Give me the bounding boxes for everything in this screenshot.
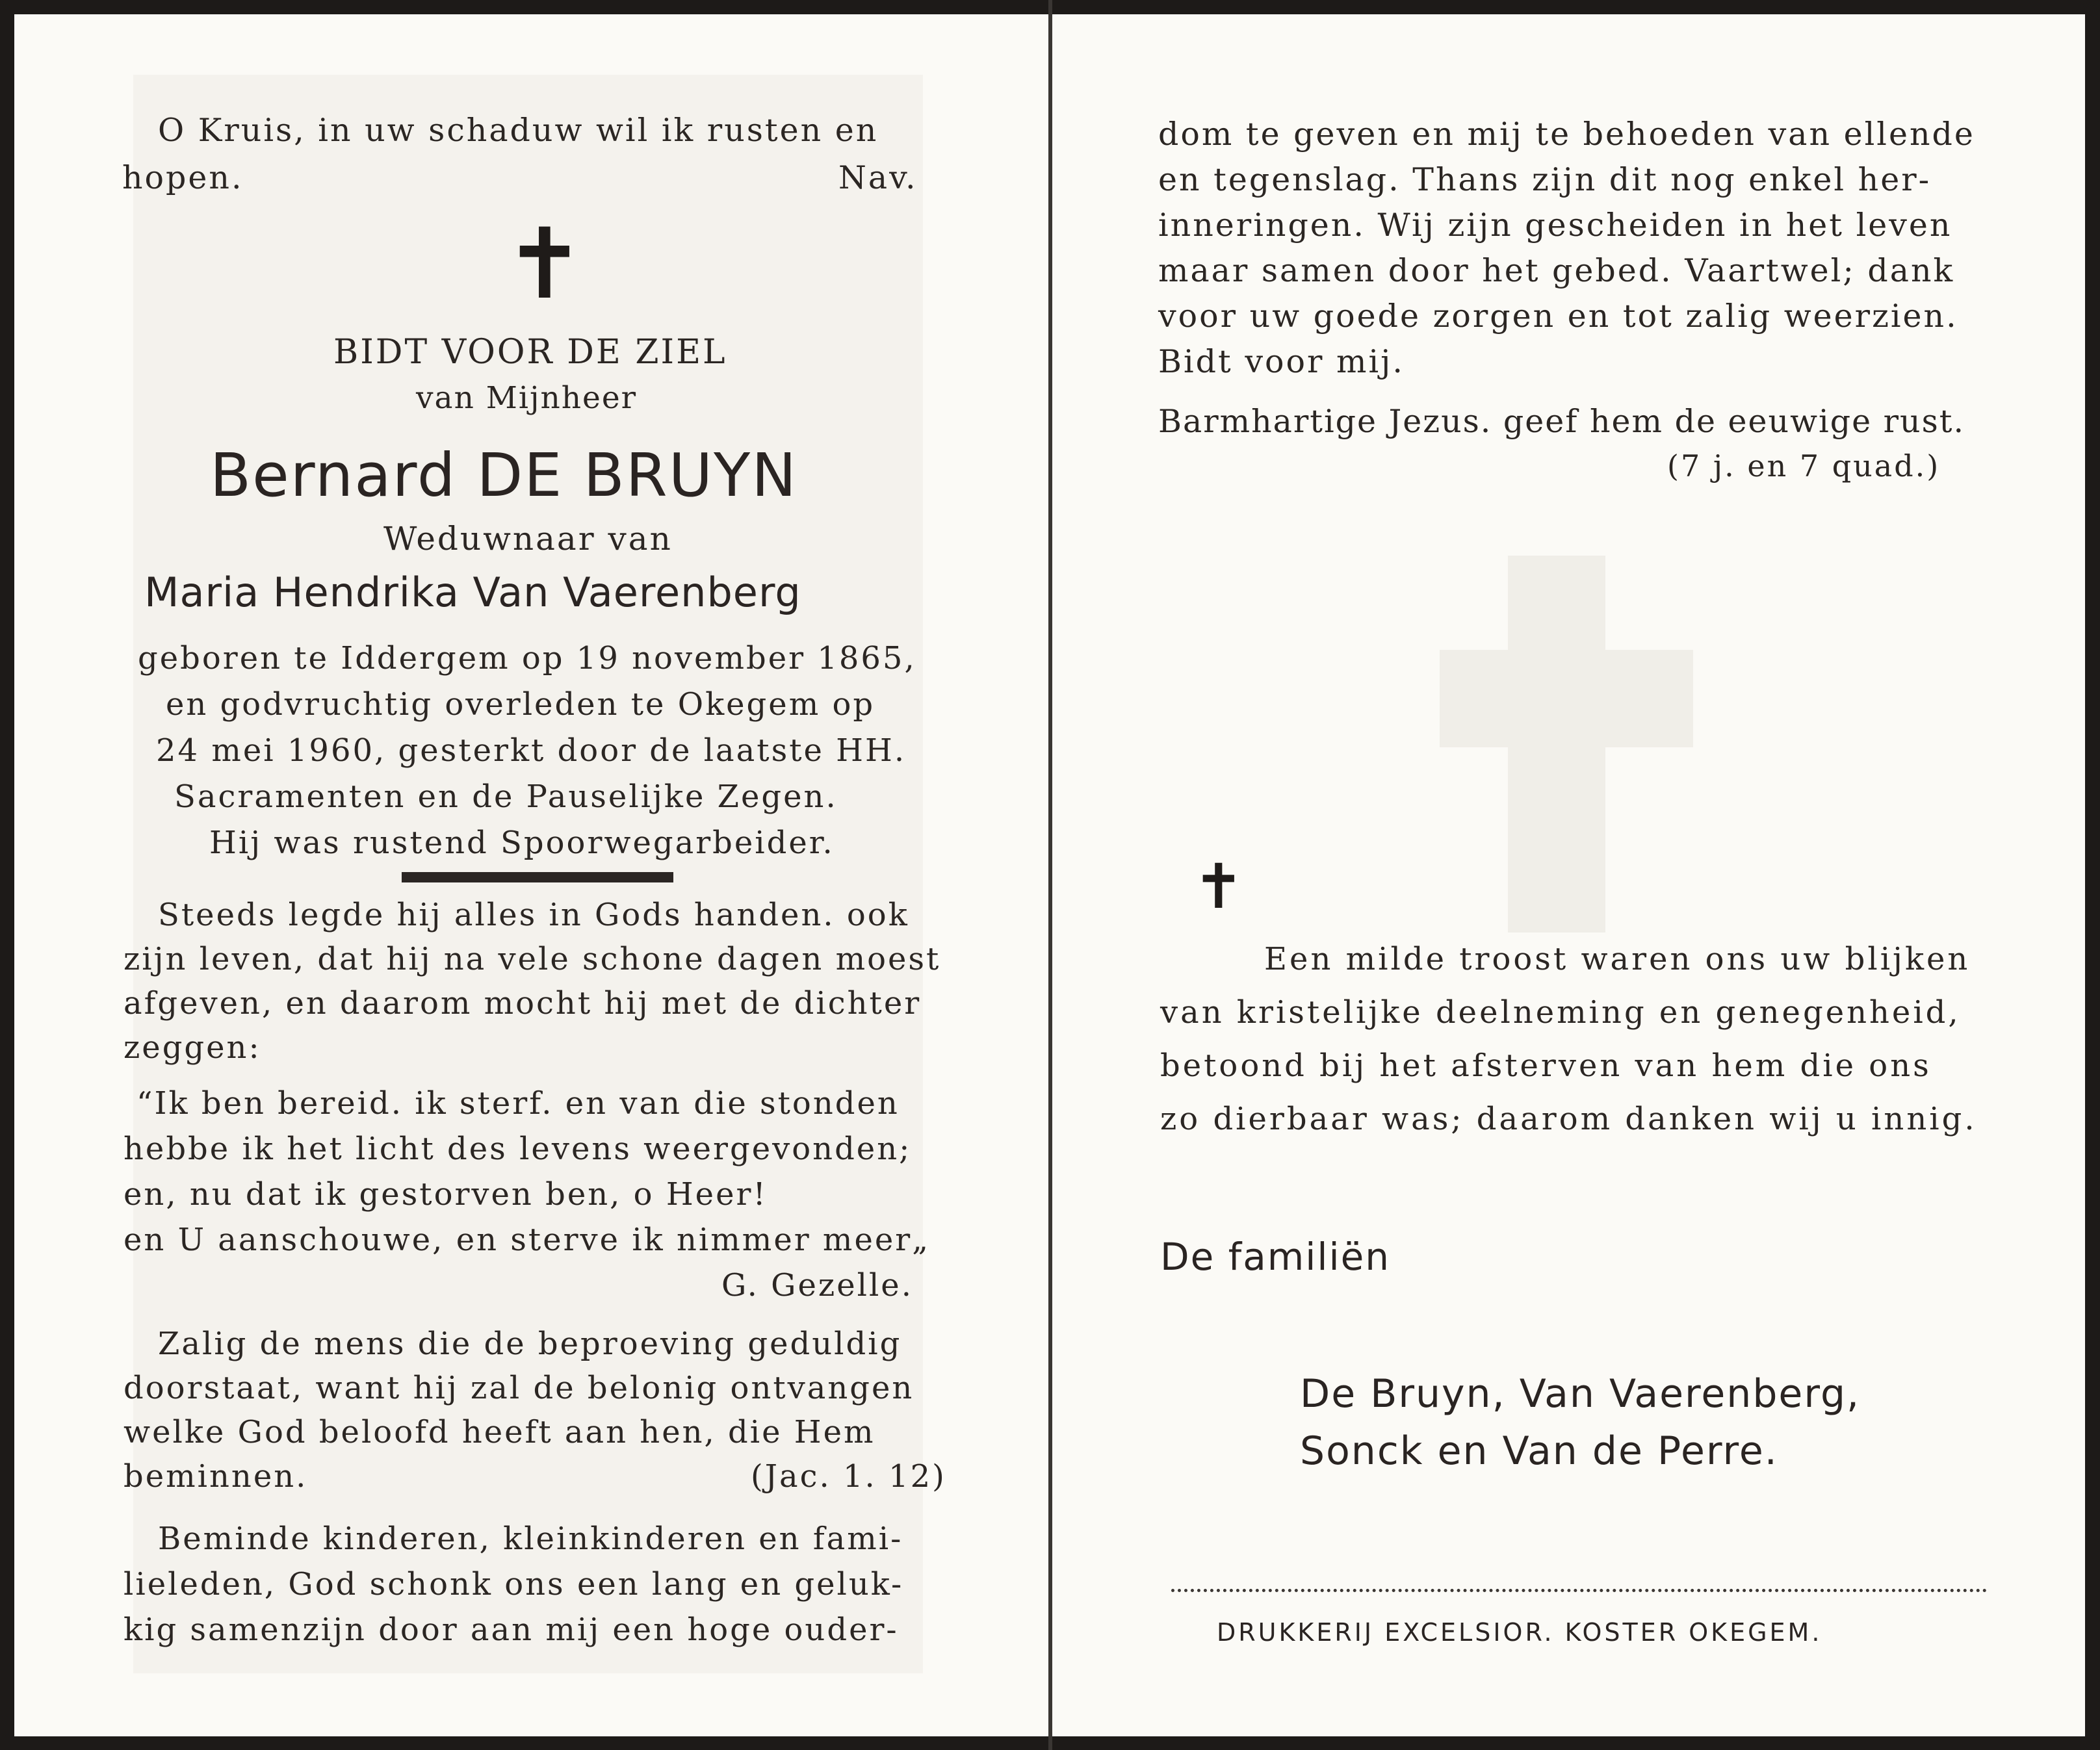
motto-source: Nav. [838, 159, 918, 196]
cross-icon: ✝ [504, 208, 586, 321]
bio-line-5: Hij was rustend Spoorwegarbeider. [209, 825, 835, 861]
printer-imprint: DRUKKERIJ EXCELSIOR. KOSTER OKEGEM. [1217, 1618, 1822, 1647]
poem-line-2: hebbe ik het licht des levens weergevonden; [123, 1131, 912, 1167]
title-of: van Mijnheer [416, 380, 638, 416]
motto-line-1: O Kruis, in uw schaduw wil ik rusten en [158, 112, 879, 149]
poem-author: G. Gezelle. [721, 1267, 913, 1304]
continued-line-5: voor uw goede zorgen en tot zalig weerzien. [1158, 298, 1958, 335]
para2-line-4-left: beminnen. [123, 1458, 308, 1495]
para3-line-1: Beminde kinderen, kleinkinderen en fami- [158, 1521, 903, 1557]
para1-line-4: zeggen: [123, 1029, 261, 1066]
divider-rule [402, 872, 673, 882]
continued-line-1: dom te geven en mij te behoeden van ellende [1158, 116, 1975, 153]
para3-line-3: kig samenzijn door aan mij een hoge ouder- [123, 1612, 899, 1648]
center-fold-line [1048, 0, 1052, 1750]
thanks-line-1: Een milde troost waren ons uw blijken [1264, 941, 1971, 977]
para3-line-2: lieleden, God schonk ons een lang en geluk- [123, 1566, 904, 1602]
black-border-right [2085, 0, 2100, 1750]
thanks-line-4: zo dierbaar was; daarom danken wij u innig. [1160, 1101, 1977, 1137]
deceased-name: Bernard DE BRUYN [210, 441, 798, 510]
para2-line-1: Zalig de mens die de beproeving geduldig [158, 1326, 902, 1362]
prayer-heading: BIDT VOOR DE ZIEL [333, 333, 727, 372]
spouse-name: Maria Hendrika Van Vaerenberg [144, 569, 801, 616]
family-names-line-2: Sonck en Van de Perre. [1300, 1428, 1778, 1474]
poem-line-1: “Ik ben bereid. ik sterf. en van die stonden [136, 1085, 900, 1122]
continued-line-3: inneringen. Wij zijn gescheiden in het leven [1158, 207, 1952, 244]
thanks-line-3: betoond bij het afsterven van hem die ons [1160, 1048, 1932, 1084]
continued-line-6: Bidt voor mij. [1158, 343, 1405, 380]
bio-line-2: en godvruchtig overleden te Okegem op [166, 686, 875, 723]
continued-line-4: maar samen door het gebed. Vaartwel; dank [1158, 252, 1955, 289]
poem-line-4: en U aanschouwe, en sterve ik nimmer meer„ [123, 1222, 931, 1258]
families-heading: De familiën [1160, 1235, 1391, 1279]
para1-line-2: zijn leven, dat hij na vele schone dagen moest [123, 941, 941, 977]
watermark-cross-horizontal [1440, 650, 1693, 747]
family-names-line-1: De Bruyn, Van Vaerenberg, [1300, 1371, 1861, 1417]
thanks-line-2: van kristelijke deelneming en genegenheid, [1160, 994, 1961, 1031]
small-cross-icon: ✝ [1193, 851, 1245, 923]
para2-line-3: welke God beloofd heeft aan hen, die Hem [123, 1414, 875, 1450]
para1-line-1: Steeds legde hij alles in Gods handen. ook [158, 897, 909, 933]
para2-line-2: doorstaat, want hij zal de belonig ontvangen [123, 1370, 914, 1406]
bio-line-1: geboren te Iddergem op 19 november 1865, [138, 640, 916, 676]
bio-line-4: Sacramenten en de Pauselijke Zegen. [174, 778, 838, 815]
bio-line-3: 24 mei 1960, gesterkt door de laatste HH. [156, 732, 907, 769]
indulgence-note: (7 j. en 7 quad.) [1667, 448, 1941, 483]
ejaculation-prayer: Barmhartige Jezus. geef hem de eeuwige rust. [1158, 403, 1965, 440]
continued-line-2: en tegenslag. Thans zijn dit nog enkel her- [1158, 161, 1932, 198]
para1-line-3: afgeven, en daarom mocht hij met de dichter [123, 985, 922, 1022]
motto-line-2-left: hopen. [122, 159, 244, 196]
dotted-rule [1171, 1589, 1987, 1592]
poem-line-3: en, nu dat ik gestorven ben, o Heer! [123, 1176, 768, 1213]
black-border-left [0, 0, 14, 1750]
scripture-reference: (Jac. 1. 12) [751, 1458, 946, 1495]
relation-label: Weduwnaar van [383, 520, 673, 558]
